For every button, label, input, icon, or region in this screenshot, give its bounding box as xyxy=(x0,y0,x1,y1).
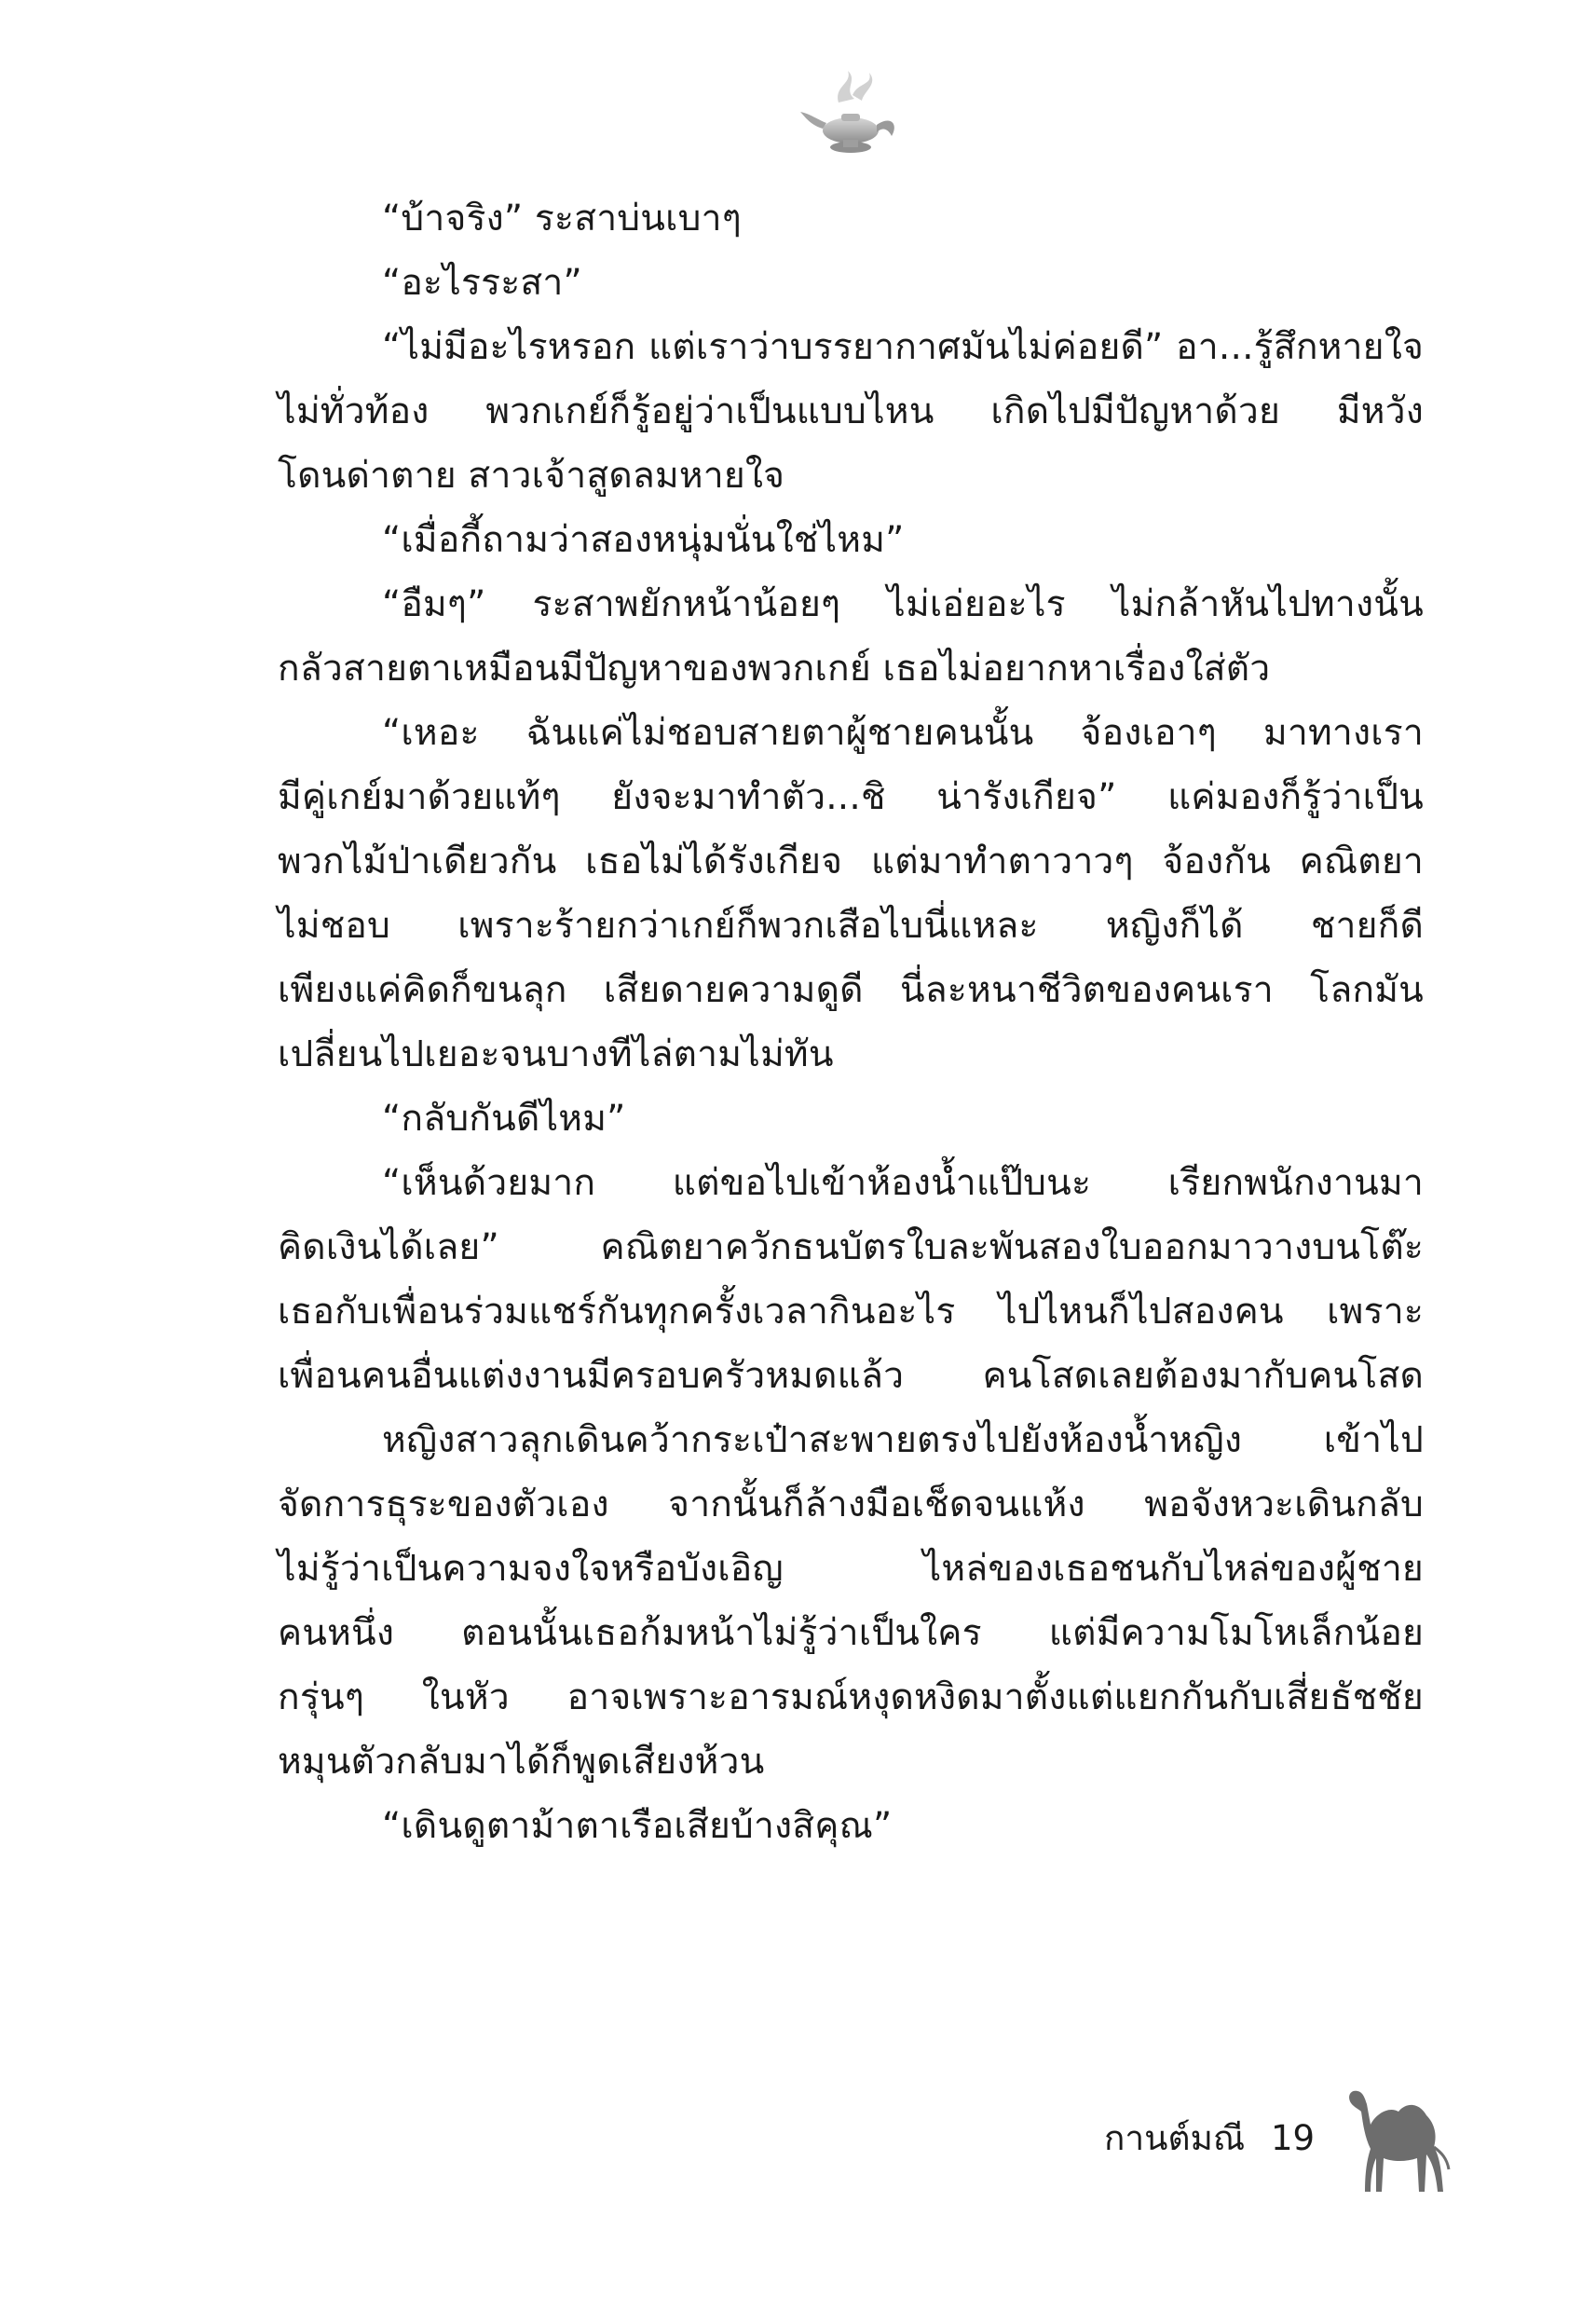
text-line: กลัวสายตาเหมือนมีปัญหาของพวกเกย์ เธอไม่อยากหาเรื่องใส่ตัว xyxy=(278,648,1271,690)
text-line: เปลี่ยนไปเยอะจนบางทีไล่ตามไม่ทัน xyxy=(278,1033,834,1075)
text-line: กรุ่นๆ ในหัว อาจเพราะอารมณ์หงุดหงิดมาตั้งแต่แยกกันกับเสี่ยธัชชัย xyxy=(278,1676,1424,1718)
text-line: คิดเงินได้เลย” คณิตยาควักธนบัตรใบละพันสองใบออกมาวางบนโต๊ะ xyxy=(278,1226,1424,1268)
text-line: จัดการธุระของตัวเอง จากนั้นก็ล้างมือเช็ดจนแห้ง พอจังหวะเดินกลับ xyxy=(278,1484,1424,1525)
text-line: “ไม่มีอะไรหรอก แต่เราว่าบรรยากาศมันไม่ค่อยดี” อา...รู้สึกหายใจ xyxy=(382,326,1424,368)
text-line: “เหอะ ฉันแค่ไม่ชอบสายตาผู้ชายคนนั้น จ้องเอาๆ มาทางเรา xyxy=(382,712,1424,754)
text-line: หมุนตัวกลับมาได้ก็พูดเสียงห้วน xyxy=(278,1741,765,1783)
text-line: ไม่ชอบ เพราะร้ายกว่าเกย์ก็พวกเสือไบนี่แหละ หญิงก็ได้ ชายก็ดี xyxy=(278,905,1424,947)
text-line: “อืมๆ” ระสาพยักหน้าน้อยๆ ไม่เอ่ยอะไร ไม่กล้าหันไปทางนั้น xyxy=(382,583,1424,625)
text-line: มีคู่เกย์มาด้วยแท้ๆ ยังจะมาทำตัว...ชิ น่ารังเกียจ” แค่มองก็รู้ว่าเป็น xyxy=(278,776,1424,818)
camel-icon xyxy=(1337,2069,1458,2199)
text-line: คนหนึ่ง ตอนนั้นเธอก้มหน้าไม่รู้ว่าเป็นใคร แต่มีความโมโหเล็กน้อย xyxy=(278,1612,1424,1654)
text-line: “บ้าจริง” ระสาบ่นเบาๆ xyxy=(382,198,742,239)
text-line: “เห็นด้วยมาก แต่ขอไปเข้าห้องน้ำแป๊บนะ เรียกพนักงานมา xyxy=(382,1162,1424,1204)
page-number: 19 xyxy=(1270,2118,1316,2158)
text-line: เพียงแค่คิดก็ขนลุก เสียดายความดูดี นี่ละหนาชีวิตของคนเรา โลกมัน xyxy=(278,969,1424,1011)
body-text xyxy=(278,186,1424,1858)
text-line: พวกไม้ป่าเดียวกัน เธอไม่ได้รังเกียจ แต่มาทำตาวาวๆ จ้องกัน คณิตยา xyxy=(278,841,1424,882)
text-line: ไม่รู้ว่าเป็นความจงใจหรือบังเอิญ ไหล่ของเธอชนกับไหล่ของผู้ชาย xyxy=(278,1548,1424,1590)
page-footer xyxy=(1104,2115,1315,2162)
text-line: เพื่อนคนอื่นแต่งงานมีครอบครัวหมดแล้ว คนโสดเลยต้องมากับคนโสด xyxy=(278,1355,1424,1397)
text-line: “เดินดูตาม้าตาเรือเสียบ้างสิคุณ” xyxy=(382,1805,893,1847)
genie-lamp-icon xyxy=(797,58,908,170)
text-line: โดนด่าตาย สาวเจ้าสูดลมหายใจ xyxy=(278,455,785,497)
text-line: หญิงสาวลุกเดินคว้ากระเป๋าสะพายตรงไปยังห้องน้ำหญิง เข้าไป xyxy=(382,1419,1424,1461)
text-line: เธอกับเพื่อนร่วมแชร์กันทุกครั้งเวลากินอะไร ไปไหนก็ไปสองคน เพราะ xyxy=(278,1291,1424,1333)
text-line: “เมื่อกี้ถามว่าสองหนุ่มนั่นใช่ไหม” xyxy=(382,519,905,561)
book-title: กานต์มณี xyxy=(1104,2118,1246,2158)
text-line: “อะไรระสา” xyxy=(382,262,582,304)
text-line: “กลับกันดีไหม” xyxy=(382,1098,626,1140)
text-line: ไม่ทั่วท้อง พวกเกย์ก็รู้อยู่ว่าเป็นแบบไหน เกิดไปมีปัญหาด้วย มีหวัง xyxy=(278,390,1424,432)
